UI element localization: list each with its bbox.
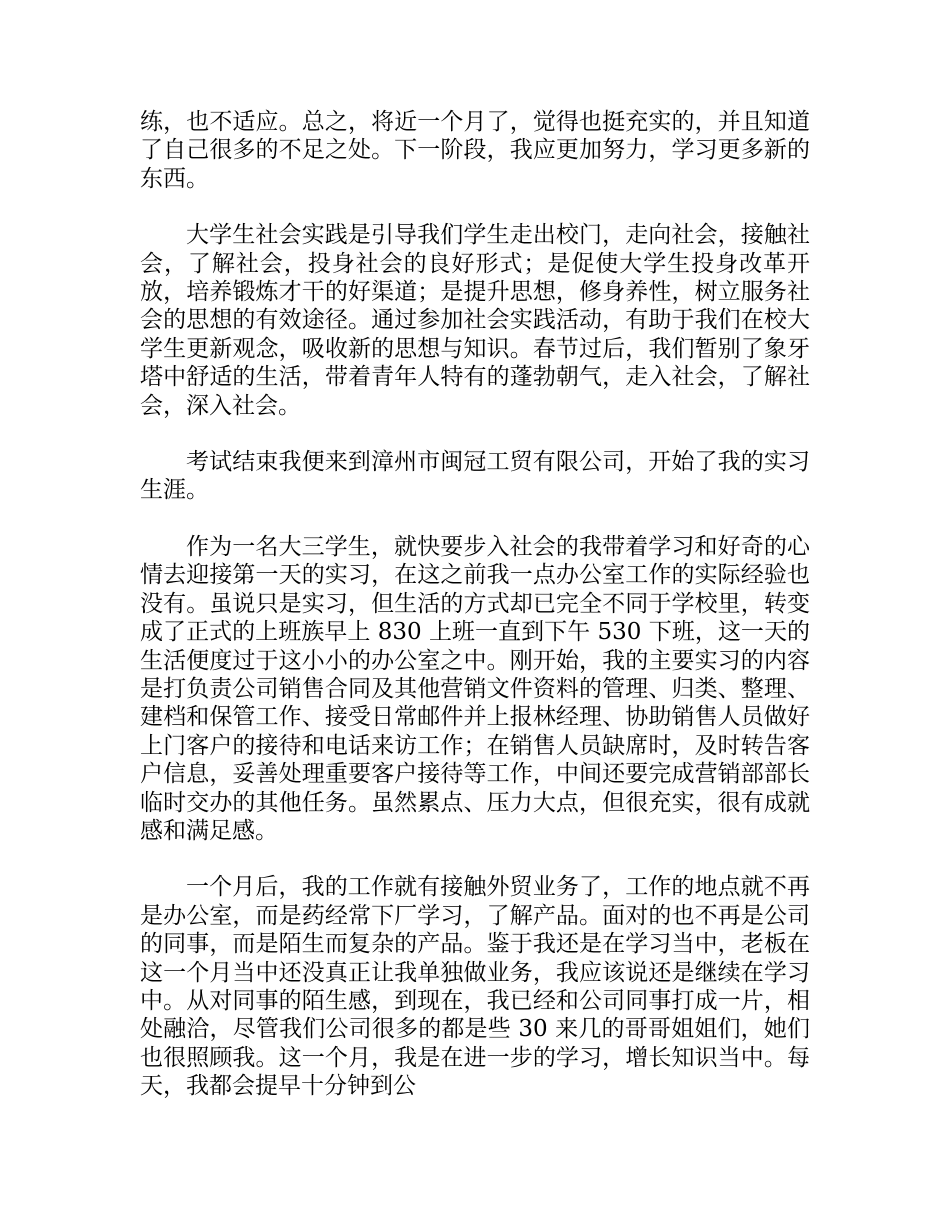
document-page xyxy=(140,108,810,1101)
paragraph-5: 一个月后，我的工作就有接触外贸业务了，工作的地点就不再是办公室，而是药经常下厂学习，了解产品。面对的也不再是公司的同事，而是陌生而复杂的产品。鉴于我还是在学习当中，老板在这一个月当中还没真正让我单独做业务，我应该说还是继续在学习中。从对同事的陌生感，到现在，我已经和公司同事打成一片，相处融洽，尽管我们公司很多的都是些 30 来几的哥哥姐姐们，她们也很照顾我。这一个月，我是在进一步的学习，增长知识当中。每天，我都会提早十分钟到公 xyxy=(140,874,810,1100)
paragraph-3: 考试结束我便来到漳州市闽冠工贸有限公司，开始了我的实习生涯。 xyxy=(140,449,810,504)
paragraph-2: 大学生社会实践是引导我们学生走出校门，走向社会，接触社会，了解社会，投身社会的良好形式；是促使大学生投身改革开放，培养锻炼才干的好渠道；是提升思想，修身养性，树立服务社会的思想的有效途径。通过参加社会实践活动，有助于我们在校大学生更新观念，吸收新的思想与知识。春节过后，我们暂别了象牙塔中舒适的生活，带着青年人特有的蓬勃朝气，走入社会，了解社会，深入社会。 xyxy=(140,222,810,419)
paragraph-1: 练，也不适应。总之，将近一个月了，觉得也挺充实的，并且知道了自己很多的不足之处。下一阶段，我应更加努力，学习更多新的东西。 xyxy=(140,109,810,192)
paragraph-4: 作为一名大三学生，就快要步入社会的我带着学习和好奇的心情去迎接第一天的实习，在这之前我一点办公室工作的实际经验也没有。虽说只是实习，但生活的方式却已完全不同于学校里，转变成了正式的上班族早上 830 上班一直到下午 530 下班，这一天的生活便度过于这小小的办公室之中。刚开始，我的主要实习的内容是打负责公司销售合同及其他营销文件资料的管理、归类、整理、建档和保管工作、接受日常邮件并上报林经理、协助销售人员做好上门客户的接待和电话来访工作；在销售人员缺席时，及时转告客户信息，妥善处理重要客户接待等工作，中间还要完成营销部部长临时交办的其他任务。虽然累点、压力大点，但很充实，很有成就感和满足感。 xyxy=(140,533,810,844)
